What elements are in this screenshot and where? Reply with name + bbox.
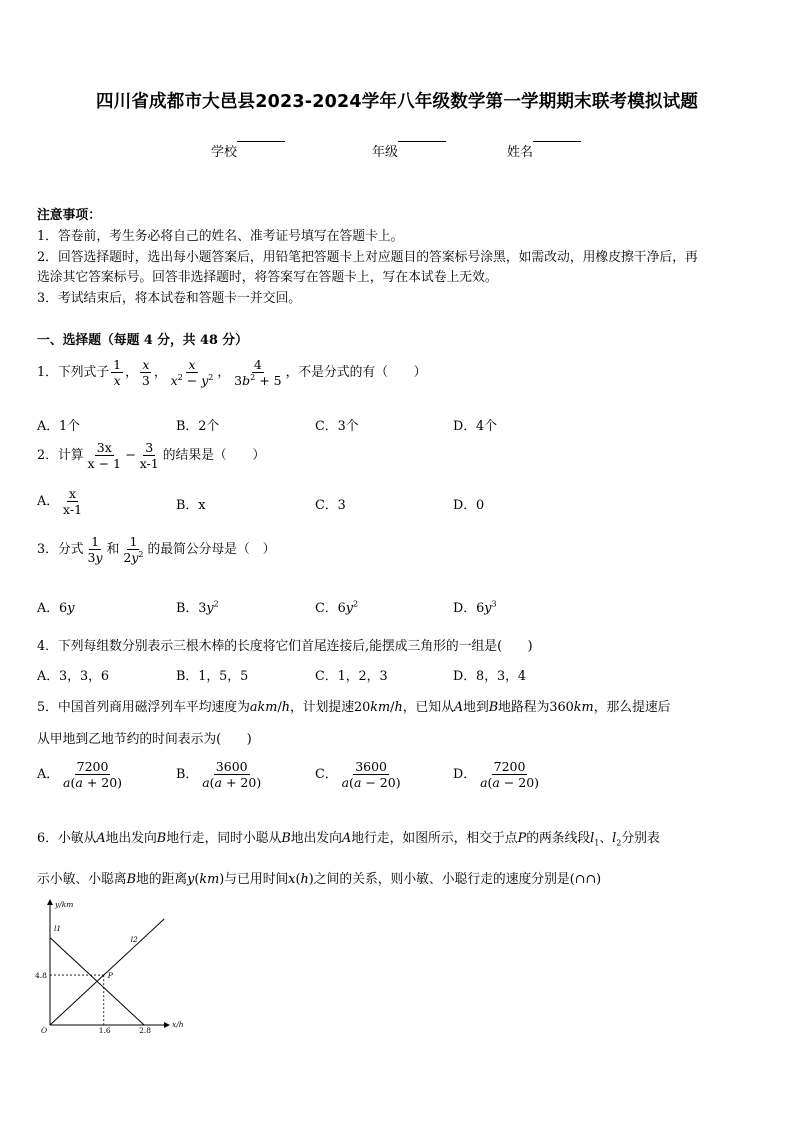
- frac-x-over-x-1: $\frac{x}{x-1}$: [63, 486, 83, 518]
- note-1: 1．答卷前，考生务必将自己的姓名、准考证号填写在答题卡上。: [37, 229, 404, 244]
- name-blank[interactable]: [533, 141, 581, 142]
- q6-answer-blank[interactable]: (∩∩): [569, 872, 602, 887]
- grade-label: 年级: [372, 145, 399, 160]
- q1-option-a[interactable]: A．1个: [37, 419, 80, 434]
- x-tick-1-6: 1.6: [98, 1026, 111, 1035]
- x-axis-label: x/h: [172, 1020, 184, 1029]
- question-3: [37, 535, 275, 564]
- q4-option-a[interactable]: A．3，3，6: [37, 669, 110, 684]
- x-axis-arrow: [164, 1022, 170, 1028]
- grade-field[interactable]: [372, 141, 398, 160]
- question-5-line-2: 从甲地到乙地节约的时间表示为( ): [37, 732, 252, 747]
- q5-option-d-label: D．: [453, 767, 477, 783]
- y-axis-arrow: [47, 899, 53, 905]
- q5-text-c: ，已知从: [402, 700, 454, 715]
- label-l1: l1: [54, 924, 62, 933]
- q6-text-g: 分别表: [621, 831, 660, 846]
- q2-tail: 的结果是（ ）: [162, 448, 266, 464]
- q6-text-i: 地的距离: [135, 872, 188, 887]
- q5-option-d[interactable]: [453, 760, 543, 789]
- q6-text-h: 示小敏、小聪离: [37, 872, 127, 887]
- q5-option-b-label: B．: [176, 767, 199, 783]
- school-label: 学校: [211, 145, 238, 160]
- frac-7200-over-a-a-minus-20: $\frac{7200}{a(a - 20)}$: [480, 759, 540, 791]
- q6-text-d: 地出发向: [290, 831, 342, 846]
- q6-text-k: 之间的关系，则小敏、小聪行走的速度分别是: [313, 872, 570, 887]
- frac-7200-over-a-a-plus-20: $\frac{7200}{a(a + 20)}$: [63, 759, 123, 791]
- section-heading: 一、选择题（每题 4 分，共 48 分）: [37, 333, 248, 348]
- q6-text-a: 6．小敏从: [37, 831, 97, 846]
- q6-text-c: 地行走，同时小聪从: [166, 831, 282, 846]
- q3-and: 和: [106, 542, 120, 558]
- q6-text-e: 地行走，如图所示，相交于点: [351, 831, 518, 846]
- origin-label: O: [41, 1026, 48, 1035]
- graph-axes: [47, 899, 170, 1028]
- q3-option-c[interactable]: C．$6y^2$: [315, 599, 359, 616]
- frac-1-over-2y2: $\frac{1}{2y^2}$: [123, 534, 144, 566]
- q6-text-f: 的两条线段: [526, 831, 591, 846]
- q2-option-b[interactable]: B．x: [176, 498, 206, 513]
- question-4: 4．下列每组数分别表示三根木棒的长度将它们首尾连接后,能摆成三角形的一组是( ): [37, 639, 533, 654]
- question-1: 1．下列式子 $\frac{1}{x}$ ， $\frac{x}{3}$ ， $\frac{x}{x^2 - y^2}$ ， $\frac{4}{3b^2 + 5}$ ，不是分式的有（ ）: [37, 357, 427, 389]
- q5-text-d: 地到: [463, 700, 489, 715]
- school-field[interactable]: [211, 141, 237, 160]
- q3-option-b-label: B．: [176, 601, 199, 616]
- frac-3x-over-x-1: $\frac{3x}{x - 1}$: [87, 440, 121, 472]
- frac-x-over-x2-y2: $\frac{x}{x^2 - y^2}$: [170, 357, 214, 389]
- q5-text-e: 地路程为: [498, 700, 550, 715]
- frac-4-over-3b2-5: $\frac{4}{3b^2 + 5}$: [234, 357, 282, 389]
- frac-1-over-x: $\frac{1}{x}$: [113, 357, 122, 389]
- q5-option-c-label: C．: [315, 767, 338, 783]
- y-tick-4-8: 4.8: [35, 971, 47, 981]
- q3-option-a-label: A．: [37, 601, 60, 616]
- q1-option-c[interactable]: C．3个: [315, 419, 359, 434]
- grade-blank[interactable]: [398, 141, 446, 142]
- q3-stem: 3．分式: [37, 542, 84, 558]
- q2-option-a-label: A．: [37, 494, 60, 510]
- q5-option-a[interactable]: [37, 760, 126, 789]
- q5-option-b[interactable]: [176, 760, 265, 789]
- q1-tail: ，不是分式的有（ ）: [285, 365, 427, 381]
- q5-text-f: ，那么提速后: [593, 700, 671, 715]
- q1-option-d[interactable]: D．4个: [453, 419, 497, 434]
- note-2a: 2．回答选择题时，选出每小题答案后，用铅笔把答题卡上对应题目的答案标号涂黑，如需改动，用橡皮擦干净后，再: [37, 250, 698, 265]
- point-p-label: P: [107, 971, 113, 981]
- q2-option-d[interactable]: D．0: [453, 498, 485, 513]
- graph-labels: [35, 900, 184, 1035]
- q3-option-d[interactable]: D．$6y^3$: [453, 599, 497, 616]
- q4-option-b[interactable]: B．1，5，5: [176, 669, 249, 684]
- frac-3600-over-a-a-minus-20: $\frac{3600}{a(a - 20)}$: [341, 759, 401, 791]
- frac-3600-over-a-a-plus-20: $\frac{3600}{a(a + 20)}$: [202, 759, 262, 791]
- q2-option-c[interactable]: C．3: [315, 498, 346, 513]
- q3-option-b[interactable]: B．$3y^2$: [176, 599, 219, 616]
- note-2b: 选涂其它答案标号。回答非选择题时，将答案写在答题卡上，写在本试卷上无效。: [37, 270, 498, 285]
- q6-text-j: 与已用时间: [224, 872, 289, 887]
- q1-option-b[interactable]: B．2个: [176, 419, 220, 434]
- q6-text-b: 地出发向: [105, 831, 157, 846]
- name-field[interactable]: [507, 141, 533, 160]
- q4-option-c[interactable]: C．1，2，3: [315, 669, 388, 684]
- question-6-line-1: 6．小敏从A地出发向B地行走，同时小聪从B地出发向A地行走，如图所示，相交于点P的两条线段$l_1$、$l_2$分别表: [37, 831, 660, 848]
- note-3: 3．考试结束后，将本试卷和答题卡一并交回。: [37, 291, 302, 306]
- q1-stem: 1．下列式子: [37, 365, 110, 381]
- q2-option-a[interactable]: [37, 487, 86, 516]
- notes-heading: 注意事项：: [37, 208, 101, 223]
- school-blank[interactable]: [237, 141, 285, 142]
- frac-x-over-3: $\frac{x}{3}$: [141, 357, 150, 389]
- question-2: 2．计算 $\frac{3x}{x - 1}$ − $\frac{3}{x-1}$ 的结果是（ ）: [37, 440, 266, 472]
- q4-option-d[interactable]: D．8，3，4: [453, 669, 527, 684]
- name-label: 姓名: [507, 145, 534, 160]
- q2-stem: 2．计算: [37, 448, 84, 464]
- question-5-line-1: 5．中国首列商用磁浮列车平均速度为akm/h，计划提速20km/h，已知从A地到B地路程为360km，那么提速后: [37, 700, 671, 715]
- q3-tail: 的最简公分母是（ ）: [147, 542, 276, 558]
- q5-text-b: ，计划提速: [290, 700, 354, 715]
- question-6-line-2: 示小敏、小聪离B地的距离y(km)与已用时间x(h)之间的关系，则小敏、小聪行走的速度分别是(∩∩): [37, 872, 602, 887]
- q3-option-c-label: C．: [315, 601, 338, 616]
- q5-option-a-label: A．: [37, 767, 60, 783]
- q5-text-a: 5．中国首列商用磁浮列车平均速度为: [37, 700, 250, 715]
- frac-3-over-x-1: $\frac{3}{x-1}$: [139, 440, 159, 472]
- distance-time-graph: [32, 895, 182, 1040]
- label-l2: l2: [130, 935, 138, 945]
- y-axis-label: y/km: [55, 900, 74, 909]
- page-title: 四川省成都市大邑县2023-2024学年八年级数学第一学期期末联考模拟试题: [95, 92, 699, 112]
- q3-option-a[interactable]: A．6y: [37, 601, 75, 616]
- frac-1-over-3y: $\frac{1}{3y}$: [87, 534, 103, 566]
- q3-option-d-label: D．: [453, 601, 477, 616]
- x-tick-2-8: 2.8: [139, 1026, 152, 1035]
- q5-option-c[interactable]: [315, 760, 405, 789]
